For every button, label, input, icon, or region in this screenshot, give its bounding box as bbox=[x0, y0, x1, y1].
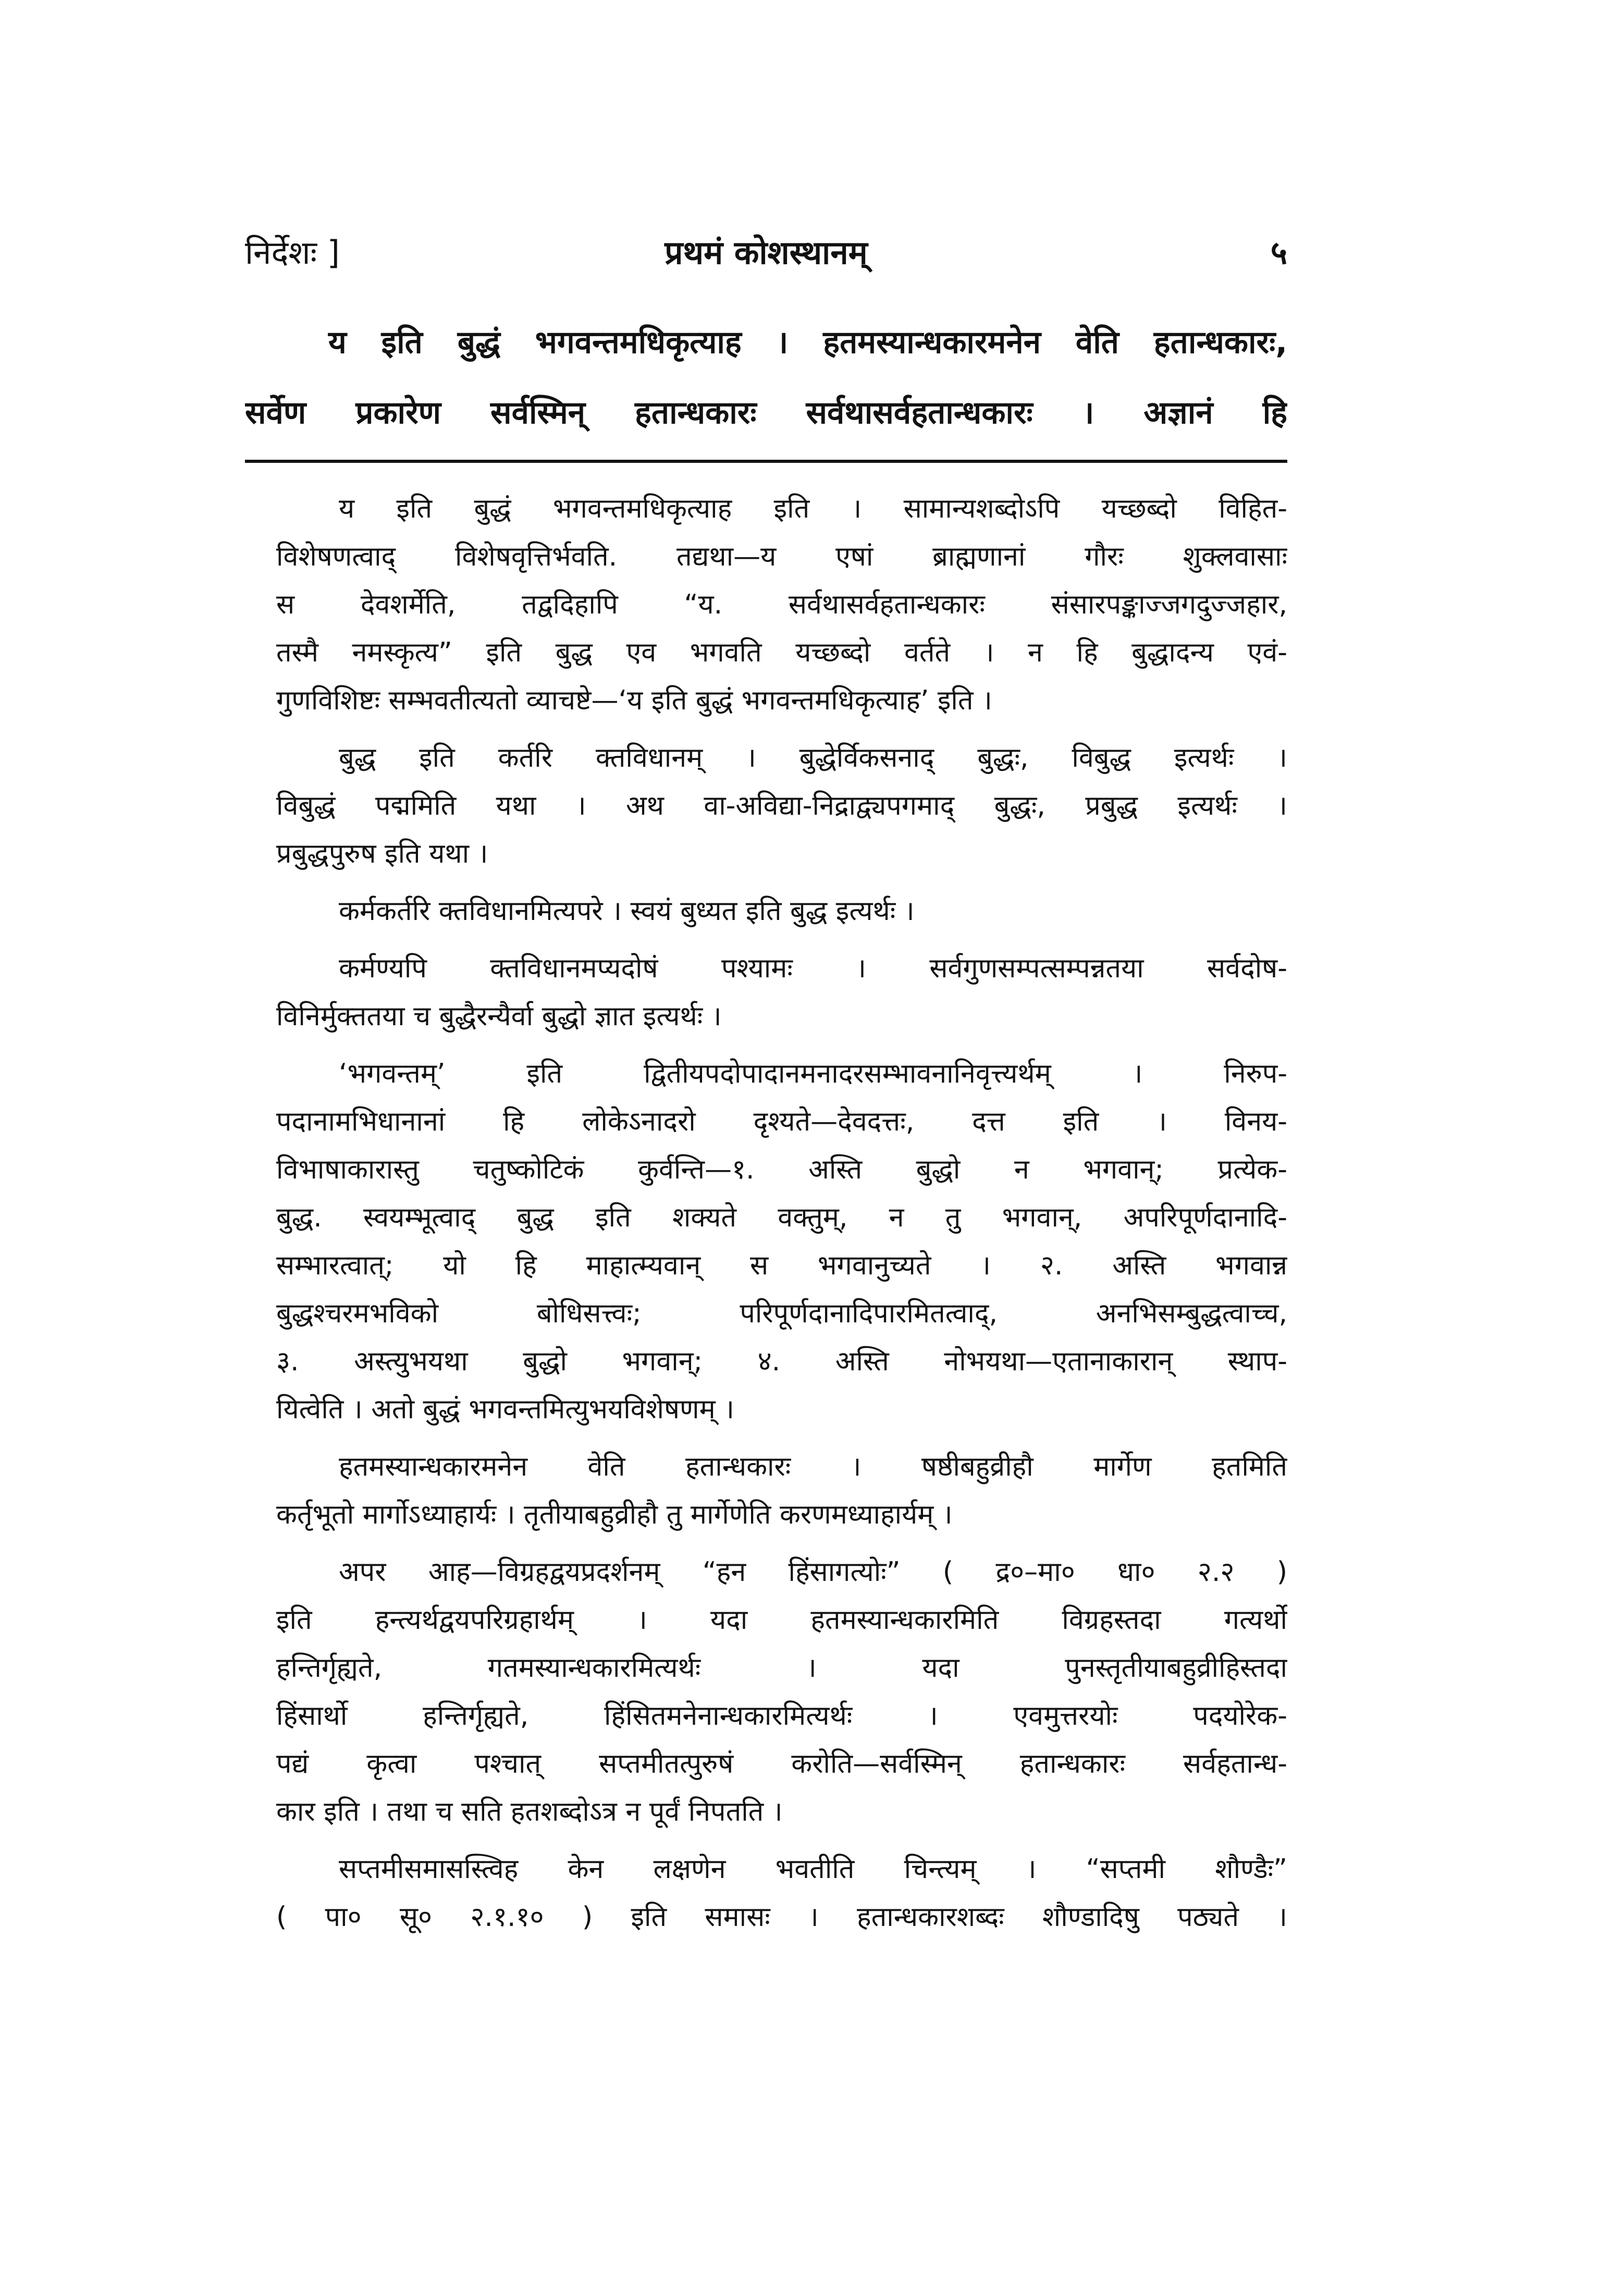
commentary-line: हिंसार्थो हन्तिर्गृह्यते, हिंसितमनेनान्धकारमित्यर्थः । एवमुत्तरयोः पदयोरेक- bbox=[276, 1700, 1287, 1732]
commentary-line: कर्तृभूतो मार्गोऽध्याहार्यः । तृतीयाबहुव्रीहौ तु मार्गेणेति करणमध्याहार्यम् । bbox=[276, 1499, 953, 1530]
commentary-line: विनिर्मुक्ततया च बुद्धैरन्यैर्वा बुद्धो ज्ञात इत्यर्थः । bbox=[276, 1001, 722, 1032]
commentary-paragraph bbox=[276, 1845, 1287, 1941]
commentary-line: प्रबुद्धपुरुष इति यथा । bbox=[276, 838, 488, 869]
commentary-line: स देवशर्मेति, तद्वदिहापि “य. सर्वथासर्वहतान्धकारः संसारपङ्काज्जगदुज्जहार, bbox=[276, 589, 1287, 620]
commentary-line: सम्भारत्वात्; यो हि माहात्म्यवान् स भगवानुच्यते । २. अस्ति भगवान्न bbox=[276, 1250, 1287, 1281]
commentary-line: ( पा० सू० २.१.१० ) इति समासः । हतान्धकारशब्दः शौण्डादिषु पठ्यते । bbox=[276, 1901, 1287, 1933]
root-text-line: य इति बुद्धं भगवन्तमधिकृत्याह । हतमस्यान्धकारमनेन वेति हतान्धकारः, bbox=[328, 324, 1287, 361]
commentary-line: सप्तमीसमासस्त्विह केन लक्षणेन भवतीति चिन्त्यम् । “सप्तमी शौण्डैः” bbox=[339, 1853, 1287, 1885]
commentary-line: विभाषाकारास्तु चतुष्कोटिकं कुर्वन्ति—१. अस्ति बुद्धो न भगवान्; प्रत्येक- bbox=[276, 1154, 1287, 1185]
commentary-paragraph bbox=[276, 485, 1287, 725]
commentary-line: ‘भगवन्तम्’ इति द्वितीयपदोपादानमनादरसम्भावनानिवृत्त्यर्थम् । निरुप- bbox=[339, 1058, 1287, 1089]
commentary-line: अपर आह—विग्रहद्वयप्रदर्शनम् “हन हिंसागत्योः” ( द्र०–मा० धा० २.२ ) bbox=[339, 1556, 1287, 1588]
commentary-paragraph bbox=[276, 887, 1287, 935]
page-number: ५ bbox=[1270, 234, 1287, 272]
commentary-line: बुद्धश्चरमभविको बोधिसत्त्वः; परिपूर्णदानादिपारमितत्वाद्, अनभिसम्बुद्धत्वाच्च, bbox=[276, 1298, 1287, 1329]
root-text bbox=[245, 308, 1287, 448]
commentary-line: यित्वेति । अतो बुद्धं भगवन्तमित्युभयविशेषणम् । bbox=[276, 1394, 734, 1425]
commentary-paragraph bbox=[276, 1548, 1287, 1836]
commentary-line: गुणविशिष्टः सम्भवतीत्यतो व्याचष्टे—‘य इति बुद्धं भगवन्तमधिकृत्याह’ इति । bbox=[276, 685, 992, 716]
root-text-line: सर्वेण प्रकारेण सर्वस्मिन् हतान्धकारः सर्वथासर्वहतान्धकारः । अज्ञानं हि bbox=[245, 395, 1287, 431]
commentary-line: विशेषणत्वाद् विशेषवृत्तिर्भवति. तद्यथा—य एषां ब्राह्मणानां गौरः शुक्लवासाः bbox=[276, 541, 1287, 572]
commentary-line: हतमस्यान्धकारमनेन वेति हतान्धकारः । षष्ठीबहुव्रीहौ मार्गेण हतमिति bbox=[339, 1451, 1287, 1482]
commentary-line: बुद्ध इति कर्तरि क्तविधानम् । बुद्धेर्विकसनाद् बुद्धः, विबुद्ध इत्यर्थः । bbox=[339, 742, 1287, 774]
commentary-line: पद्यं कृत्वा पश्चात् सप्तमीतत्पुरुषं करोति—सर्वस्मिन् हतान्धकारः सर्वहतान्ध- bbox=[276, 1748, 1287, 1779]
commentary-body bbox=[276, 485, 1287, 1950]
section-label: निर्देशः ] bbox=[245, 234, 340, 272]
commentary-line: ३. अस्त्युभयथा बुद्धो भगवान्; ४. अस्ति नोभयथा—एतानाकारान् स्थाप- bbox=[276, 1346, 1287, 1377]
commentary-paragraph bbox=[276, 1050, 1287, 1433]
separator-rule bbox=[245, 460, 1287, 463]
commentary-line: पदानामभिधानानां हि लोकेऽनादरो दृश्यते—देवदत्तः, दत्त इति । विनय- bbox=[276, 1106, 1287, 1137]
commentary-line: कार इति । तथा च सति हतशब्दोऽत्र न पूर्वं निपतति । bbox=[276, 1796, 783, 1827]
commentary-paragraph bbox=[276, 734, 1287, 878]
commentary-paragraph bbox=[276, 944, 1287, 1040]
running-header bbox=[245, 224, 1287, 281]
commentary-line: बुद्ध. स्वयम्भूत्वाद् बुद्ध इति शक्यते वक्तुम्, न तु भगवान्, अपरिपूर्णदानादि- bbox=[276, 1202, 1287, 1233]
commentary-line: हन्तिर्गृह्यते, गतमस्यान्धकारमित्यर्थः । यदा पुनस्तृतीयाबहुव्रीहिस्तदा bbox=[276, 1652, 1287, 1684]
chapter-title: प्रथमं कोशस्थानम् bbox=[665, 234, 868, 272]
commentary-line: कर्मण्यपि क्तविधानमप्यदोषं पश्यामः । सर्वगुणसम्पत्सम्पन्नतया सर्वदोष- bbox=[339, 953, 1287, 984]
commentary-line: य इति बुद्धं भगवन्तमधिकृत्याह इति । सामान्यशब्दोऽपि यच्छब्दो विहित- bbox=[339, 493, 1287, 524]
commentary-line: कर्मकर्तरि क्तविधानमित्यपरे । स्वयं बुध्यत इति बुद्ध इत्यर्थः । bbox=[339, 895, 915, 927]
commentary-line: विबुद्धं पद्ममिति यथा । अथ वा-अविद्या-निद्राद्व्यपगमाद् बुद्धः, प्रबुद्ध इत्यर्थः । bbox=[276, 790, 1287, 821]
commentary-line: इति हन्त्यर्थद्वयपरिग्रहार्थम् । यदा हतमस्यान्धकारमिति विग्रहस्तदा गत्यर्थो bbox=[276, 1604, 1287, 1636]
commentary-paragraph bbox=[276, 1443, 1287, 1539]
commentary-line: तस्मै नमस्कृत्य” इति बुद्ध एव भगवति यच्छब्दो वर्तते । न हि बुद्धादन्य एवं- bbox=[276, 637, 1287, 668]
